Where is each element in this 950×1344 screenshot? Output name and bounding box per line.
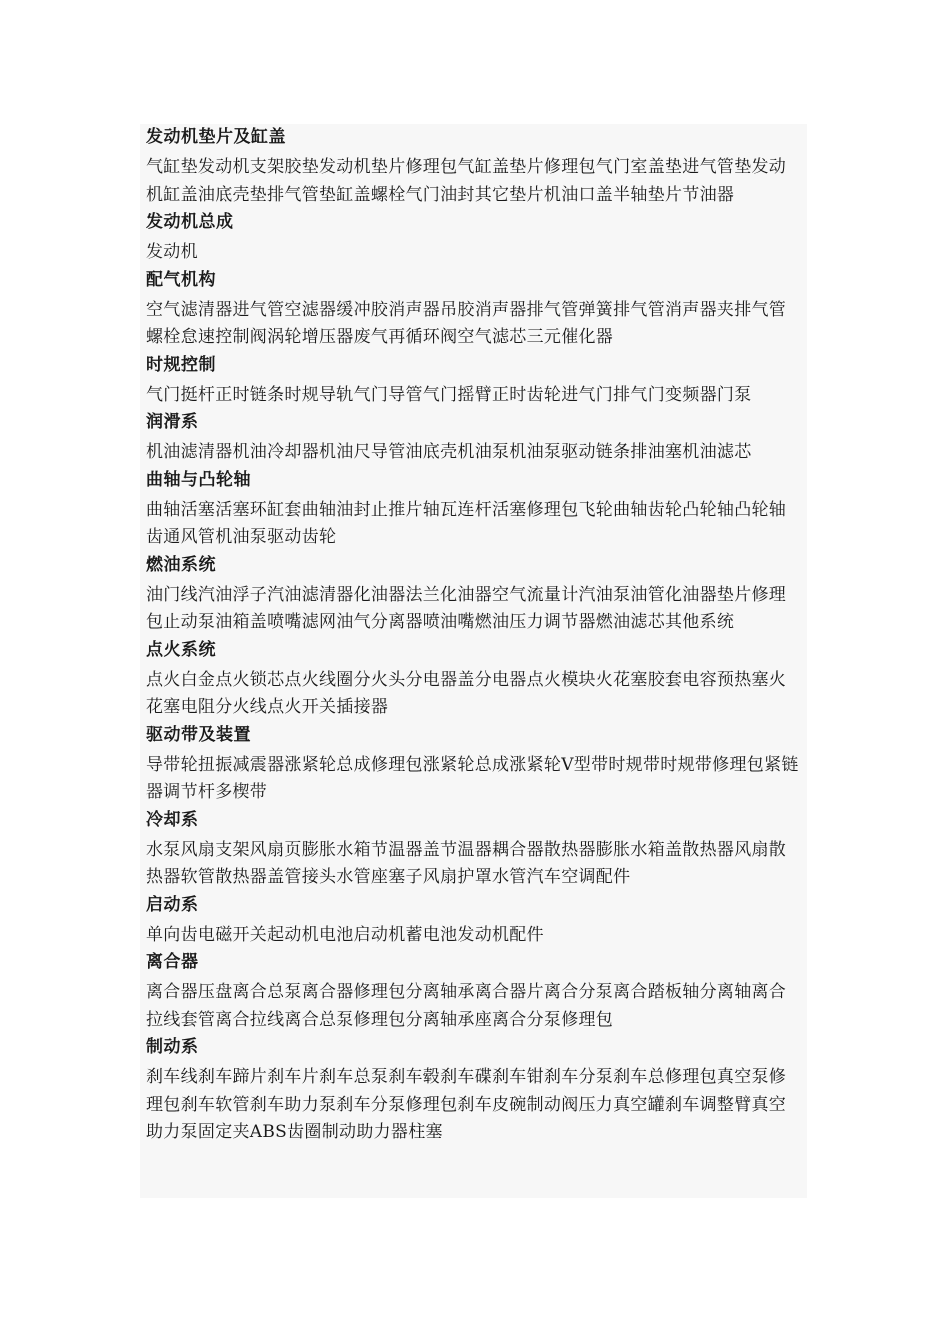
section-items: 单向齿电磁开关起动机电池启动机蓄电池发动机配件 [146, 924, 544, 945]
document-body [140, 124, 807, 1198]
section-title: 配气机构 [146, 269, 216, 290]
section-items: 机油滤清器机油冷却器机油尺导管油底壳机油泵机油泵驱动链条排油塞机油滤芯 [146, 442, 752, 462]
section-title: 发动机垫片及缸盖 [146, 127, 286, 147]
section-title: 曲轴与凸轮轴 [146, 469, 251, 490]
section-engine-gasket [146, 124, 801, 209]
section-brake-system [146, 1034, 801, 1147]
section-title: 燃油系统 [146, 554, 216, 575]
section-drive-belt [146, 722, 801, 807]
section-clutch [146, 949, 801, 1034]
section-title: 离合器 [146, 952, 199, 972]
section-title: 时规控制 [146, 354, 216, 375]
section-items: 曲轴活塞活塞环缸套曲轴油封止推片轴瓦连杆活塞修理包飞轮曲轴齿轮凸轮轴凸轮轴齿通风管机油泵驱动齿轮 [146, 499, 787, 547]
section-items: 气门挺杆正时链条时规导轨气门导管气门摇臂正时齿轮进气门排气门变频器门泵 [146, 384, 752, 405]
section-title: 启动系 [146, 894, 199, 915]
section-cooling-system [146, 807, 801, 892]
section-items: 刹车线刹车蹄片刹车片刹车总泵刹车毂刹车碟刹车钳刹车分泵刹车总修理包真空泵修理包刹车软管刹车助力泵刹车分泵修理包刹车皮碗制动阀压力真空罐刹车调整臂真空助力泵固定夹ABS齿圈制动助力器柱塞 [146, 1067, 787, 1142]
section-items: 油门线汽油浮子汽油滤清器化油器法兰化油器空气流量计汽油泵油管化油器垫片修理包止动泵油箱盖喷嘴滤网油气分离器喷油嘴燃油压力调节器燃油滤芯其他系统 [146, 584, 787, 632]
section-starting-system [146, 892, 801, 950]
section-fuel-system [146, 552, 801, 637]
section-items: 离合器压盘离合总泵离合器修理包分离轴承离合器片离合分泵离合踏板轴分离轴离合拉线套管离合拉线离合总泵修理包分离轴承座离合分泵修理包 [146, 982, 787, 1030]
section-title: 驱动带及装置 [146, 724, 251, 745]
section-title: 润滑系 [146, 412, 199, 432]
section-items: 气缸垫发动机支架胶垫发动机垫片修理包气缸盖垫片修理包气门室盖垫进气管垫发动机缸盖油底壳垫排气管垫缸盖螺栓气门油封其它垫片机油口盖半轴垫片节油器 [146, 157, 787, 205]
section-items: 点火白金点火锁芯点火线圈分火头分电器盖分电器点火模块火花塞胶套电容预热塞火花塞电阻分火线点火开关插接器 [146, 669, 787, 717]
section-items: 导带轮扭振减震器涨紧轮总成修理包涨紧轮总成涨紧轮V型带时规带时规带修理包紧链器调节杆多楔带 [146, 754, 799, 802]
section-title: 点火系统 [146, 639, 216, 660]
section-title: 冷却系 [146, 809, 199, 830]
section-valve-train [146, 267, 801, 352]
section-items: 空气滤清器进气管空滤器缓冲胶消声器吊胶消声器排气管弹簧排气管消声器夹排气管螺栓怠速控制阀涡轮增压器废气再循环阀空气滤芯三元催化器 [146, 299, 787, 347]
section-title: 发动机总成 [146, 212, 234, 232]
section-items: 水泵风扇支架风扇页膨胀水箱节温器盖节温器耦合器散热器膨胀水箱盖散热器风扇散热器软管散热器盖管接头水管座塞子风扇护罩水管汽车空调配件 [146, 839, 787, 887]
section-engine-assembly [146, 209, 801, 267]
section-lubrication [146, 409, 801, 467]
section-items: 发动机 [146, 242, 198, 262]
section-title: 制动系 [146, 1037, 199, 1057]
section-timing-control [146, 352, 801, 410]
section-ignition-system [146, 637, 801, 722]
section-crankshaft-camshaft [146, 467, 801, 552]
